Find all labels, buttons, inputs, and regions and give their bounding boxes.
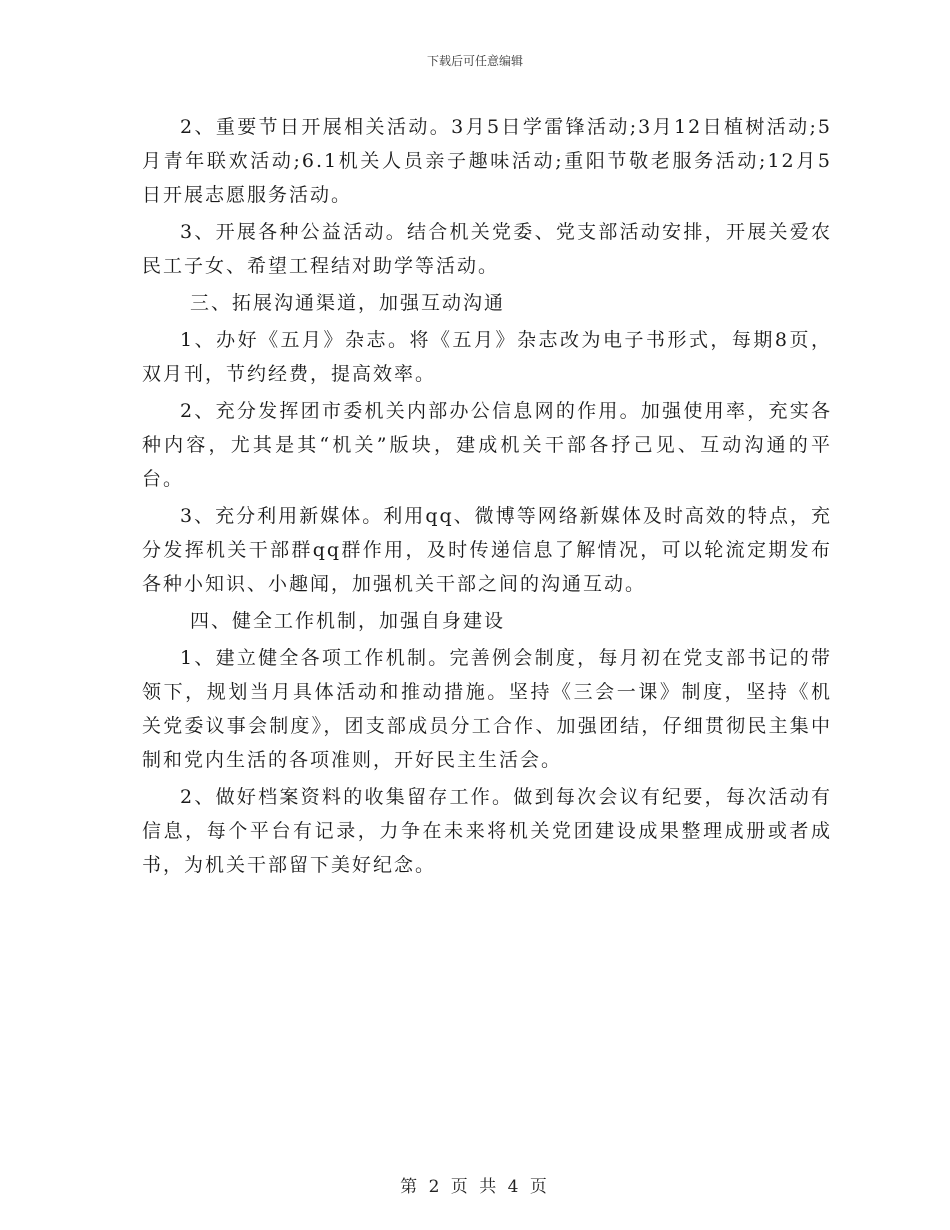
page-header-note: 下载后可任意编辑: [426, 54, 523, 68]
paragraph-new-media: 3、充分利用新媒体。利用qq、微博等网络新媒体及时高效的特点，充分发挥机关干部群qq群作用，及时传递信息了解情况，可以轮流定期发布各种小知识、小趣闻，加强机关干部之间的沟通互动。: [142, 505, 832, 595]
paragraph-archives: 2、做好档案资料的收集留存工作。做到每次会议有纪要，每次活动有信息，每个平台有记录，力争在未来将机关党团建设成果整理成册或者成书，为机关干部留下美好纪念。: [142, 786, 832, 876]
paragraph-intranet: 2、充分发挥团市委机关内部办公信息网的作用。加强使用率，充实各种内容，尤其是其“机关”版块，建成机关干部各抒己见、互动沟通的平台。: [142, 400, 832, 490]
document-body: [142, 110, 832, 885]
paragraph-festival-activities: 2、重要节日开展相关活动。3月5日学雷锋活动;3月12日植树活动;5月青年联欢活动;6.1机关人员亲子趣味活动;重阳节敬老服务活动;12月5日开展志愿服务活动。: [142, 116, 832, 206]
section-heading-mechanism: 四、健全工作机制，加强自身建设: [190, 610, 506, 632]
section-heading-communication: 三、拓展沟通渠道，加强互动沟通: [190, 292, 506, 314]
paragraph-magazine: 1、办好《五月》杂志。将《五月》杂志改为电子书形式，每期8页，双月刊，节约经费，提高效率。: [142, 329, 832, 385]
paragraph-work-mechanism: 1、建立健全各项工作机制。完善例会制度，每月初在党支部书记的带领下，规划当月具体活动和推动措施。坚持《三会一课》制度，坚持《机关党委议事会制度》，团支部成员分工合作、加强团结，仔细贯彻民主集中制和党内生活的各项准则，开好民主生活会。: [142, 647, 832, 771]
paragraph-public-welfare: 3、开展各种公益活动。结合机关党委、党支部活动安排，开展关爱农民工子女、希望工程结对助学等活动。: [142, 221, 832, 277]
page-number-footer: 第 2 页 共 4 页: [400, 1177, 550, 1197]
